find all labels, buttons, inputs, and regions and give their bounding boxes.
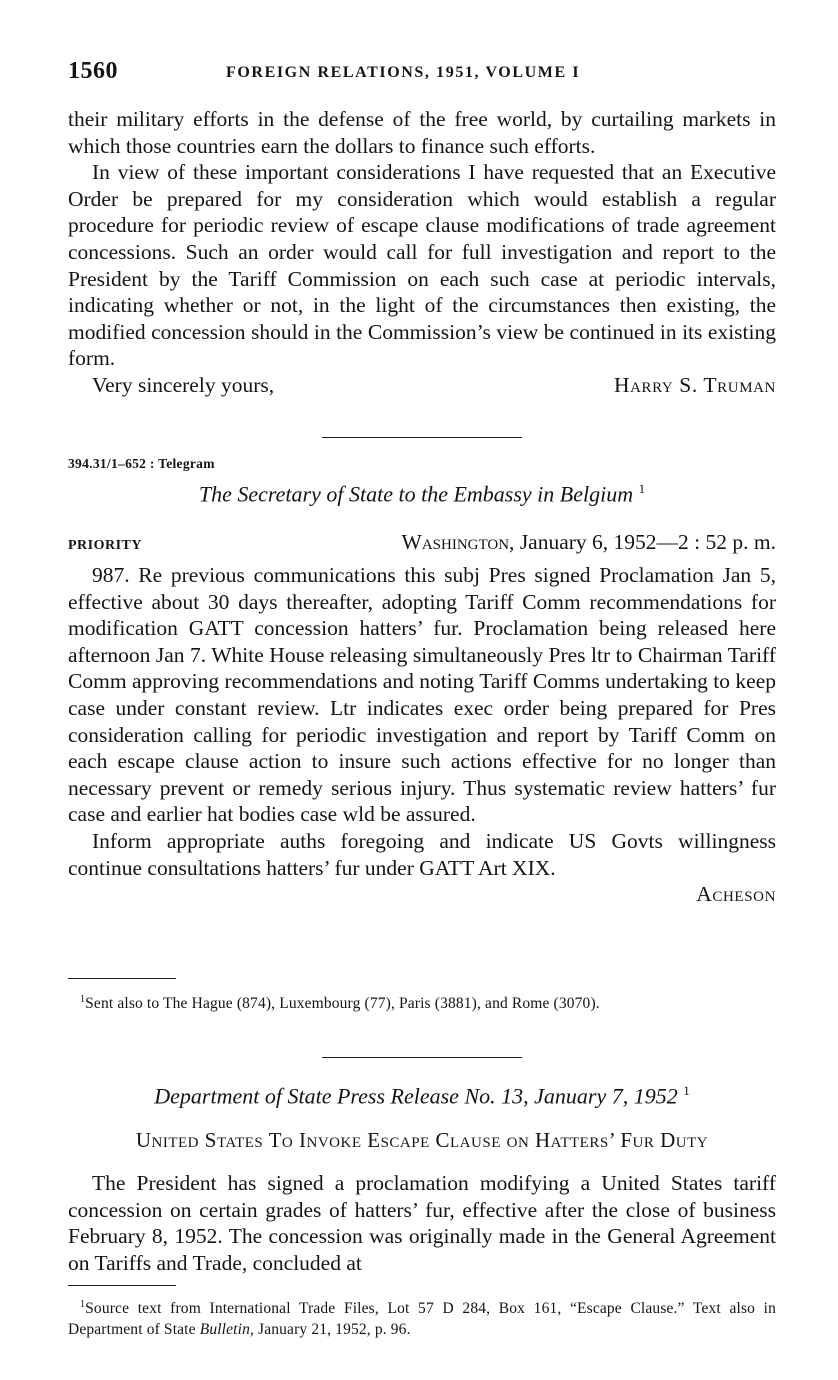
letter-paragraph-2: In view of these important considerations I have requested that an Executive Order be prepared for my consideration which would establish a regular procedure for periodic review of escape clause modifications of trade agreement concessions. Such an order would call for full investigation and report to the President by the Tariff Commission on each such case at periodic intervals, indicating whether or not, in the light of the circumstances then existing, the modified concession should in the Commission’s view be continued in its existing form.: [68, 160, 776, 371]
telegram-signature: Acheson: [696, 882, 776, 907]
section-divider-1: [322, 437, 522, 438]
page-number: 1560: [68, 58, 118, 84]
telegram-dateline: [68, 530, 776, 558]
press-release-footnote-text: Source text from International Trade Files, Lot 57 D 284, Box 161, “Escape Clause.” Text also in Department of State: [68, 1300, 776, 1338]
press-release-footnote: [68, 1295, 776, 1340]
running-title: FOREIGN RELATIONS, 1951, VOLUME I: [226, 64, 581, 81]
bulletin-title: Bulletin,: [199, 1320, 255, 1338]
letter-signature: Harry S. Truman: [613, 372, 776, 397]
press-release-heading: [68, 1083, 776, 1109]
footnote-rule-2: [68, 1285, 176, 1286]
telegram-body: [68, 562, 776, 908]
press-release-footnote-end: January 21, 1952, p. 96.: [258, 1320, 411, 1338]
priority-label: PRIORITY: [68, 538, 143, 553]
press-release-footnote-mark: 1: [80, 1299, 86, 1310]
letter-paragraph-1: their military efforts in the defense of the free world, by curtailing markets in which those countries earn the dollars to finance such efforts.: [68, 107, 776, 158]
telegram-footnote: [68, 990, 776, 1015]
telegram-footnote-text: Sent also to The Hague (874), Luxembourg (77), Paris (3881), and Rome (3070).: [85, 995, 600, 1013]
letter-closing: Very sincerely yours,: [92, 372, 275, 397]
telegram-paragraph-1: 987. Re previous communications this subj Pres signed Proclamation Jan 5, effective about 30 days thereafter, adopting Tariff Comm recommendations for modification GATT concession hatters’ fur. Proclamation being released here afternoon Jan 7. White House releasing simultaneously Pres ltr to Chairman Tariff Comm approving recommendations and noting Tariff Comms undertaking to keep case under constant review. Ltr indicates exec order being prepared for Pres consideration calling for periodic investigation and report by Tariff Comm on each escape clause action to insure such actions effective for no longer than necessary prevent or remedy serious injury. Thus systematic review hatters’ fur case and earlier hat bodies case wld be assured.: [68, 563, 776, 827]
telegram-footnote-mark: 1: [80, 994, 86, 1005]
press-release-subheading: United States To Invoke Escape Clause on Hatters’ Fur Duty: [135, 1128, 709, 1152]
telegram-date: January 6, 1952—2 : 52 p. m.: [519, 530, 776, 554]
telegram-heading: [68, 481, 776, 507]
truman-letter-ending: [68, 106, 776, 399]
section-divider-2: [322, 1057, 522, 1058]
press-release-heading-text: Department of State Press Release No. 13, January 7, 1952: [154, 1083, 678, 1109]
telegram-paragraph-2: Inform appropriate auths foregoing and indicate US Govts willingness continue consultations hatters’ fur under GATT Art XIX.: [68, 828, 776, 880]
document-page: [68, 0, 776, 1380]
running-header: [68, 58, 776, 92]
telegram-heading-text: The Secretary of State to the Embassy in Belgium: [198, 481, 634, 507]
telegram-place-date: [402, 530, 776, 555]
press-release-heading-note: 1: [683, 1083, 690, 1098]
telegram-file-reference: 394.31/1–652 : Telegram: [68, 456, 215, 471]
footnote-rule-1: [68, 978, 176, 979]
press-release-body: [68, 1170, 776, 1276]
letter-closing-line: [68, 372, 776, 399]
press-release-paragraph-1: The President has signed a proclamation modifying a United States tariff concession on certain grades of hatters’ fur, effective after the close of business February 8, 1952. The concession was originally made in the General Agreement on Tariffs and Trade, concluded at: [68, 1171, 776, 1275]
telegram-heading-note: 1: [638, 481, 646, 496]
telegram-place: Washington,: [401, 530, 515, 554]
